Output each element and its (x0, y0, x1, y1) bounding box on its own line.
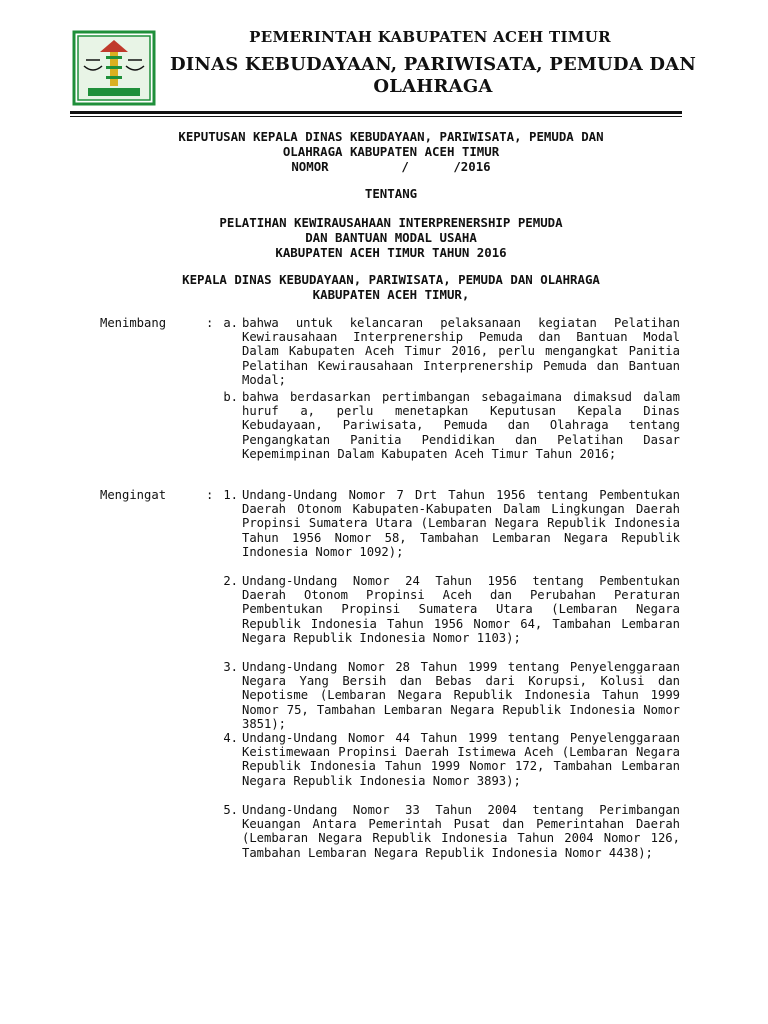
decree-number-year: /2016 (453, 159, 491, 174)
decree-title-line1: KEPUTUSAN KEPALA DINAS KEBUDAYAAN, PARIWISATA, PEMUDA DAN (178, 129, 604, 144)
item-text: Undang-Undang Nomor 28 Tahun 1999 tentang Penyelenggaraan Negara Yang Bersih dan Bebas dari Korupsi, Kolusi dan Nepotisme (Lembaran Negara Republik Indonesia Tahun 1999 Nomor 75, Tambahan Lembaran Negara Republik Indonesia Nomor 3851); (242, 660, 680, 731)
item-marker: b. (223, 390, 238, 404)
header-government: PEMERINTAH KABUPATEN ACEH TIMUR (249, 28, 611, 46)
item-text: Undang-Undang Nomor 24 Tahun 1956 tentang Pembentukan Daerah Otonom Propinsi Aceh dan Perubahan Peraturan Pembentukan Propinsi Sumatera Utara (Lembaran Negara Republik Indonesia Tahun 1956 Nomor 64, Tambahan Lembaran Negara Republik Indonesia Nomor 1103); (242, 574, 680, 645)
decree-subject-line2: DAN BANTUAN MODAL USAHA (305, 230, 477, 245)
item-text: Undang-Undang Nomor 44 Tahun 1999 tentang Penyelenggaraan Keistimewaan Propinsi Daerah Istimewa Aceh (Lembaran Negara Republik Indonesia Tahun 1999 Nomor 172, Tambahan Lembaran Negara Republik Indonesia Nomor 3893); (242, 731, 680, 788)
item-marker: 3. (223, 660, 238, 674)
item-text: bahwa berdasarkan pertimbangan sebagaimana dimaksud dalam huruf a, perlu menetapkan Keputusan Kepala Dinas Kebudayaan, Pariwisata, Pemuda dan Olahraga tentang Pengangkatan Panitia Pendidikan dan Pelatihan Dasar Kepemimpinan Dalam Kabupaten Aceh Timur Tahun 2016; (242, 390, 680, 461)
item-text: Undang-Undang Nomor 33 Tahun 2004 tentang Perimbangan Keuangan Antara Pemerintah Pusat dan Pemerintahan Daerah (Lembaran Negara Republik Indonesia Tahun 2004 Nomor 126, Tambahan Lembaran Negara Republik Indonesia Nomor 4438); (242, 803, 680, 860)
header-office-line1: DINAS KEBUDAYAAN, PARIWISATA, PEMUDA DAN (170, 54, 696, 75)
decree-number-label: NOMOR (291, 159, 329, 174)
considering-label: Menimbang (100, 316, 167, 330)
decree-number (96, 159, 686, 174)
decree-title-line2: OLAHRAGA KABUPATEN ACEH TIMUR (282, 144, 500, 159)
decree-subject (96, 215, 686, 260)
aceh-timur-emblem-icon (70, 26, 158, 106)
header-office (158, 54, 708, 98)
about-heading: TENTANG (364, 186, 418, 201)
item-text: bahwa untuk kelancaran pelaksanaan kegiatan Pelatihan Kewirausahaan Interprenership Pemuda dan Bantuan Modal Dalam Kabupaten Aceh Timur 2016, perlu mengangkat Panitia Pelatihan Kewirausahaan Interprenership Pemuda dan Bantuan Modal; (242, 316, 680, 387)
recalling-label: Mengingat (100, 488, 167, 502)
item-marker: a. (223, 316, 238, 330)
issuer-heading-line1: KEPALA DINAS KEBUDAYAAN, PARIWISATA, PEMUDA DAN OLAHRAGA (182, 272, 600, 287)
considering-colon: : (206, 316, 214, 330)
decree-number-sep: / (401, 159, 409, 174)
recalling-colon: : (206, 488, 214, 502)
header-office-line2: OLAHRAGA (373, 76, 493, 97)
decree-title (96, 129, 686, 174)
item-marker: 5. (223, 803, 238, 817)
decree-subject-line3: KABUPATEN ACEH TIMUR TAHUN 2016 (275, 245, 507, 260)
header-rule-thick (70, 111, 682, 114)
item-text: Undang-Undang Nomor 7 Drt Tahun 1956 tentang Pembentukan Daerah Otonom Kabupaten-Kabupaten Dalam Lingkungan Daerah Propinsi Sumatera Utara (Lembaran Negara Republik Indonesia Tahun 1956 Nomor 58, Tambahan Lembaran Negara Republik Indonesia Nomor 1092); (242, 488, 680, 559)
issuer-heading (96, 272, 686, 302)
decree-subject-line1: PELATIHAN KEWIRAUSAHAAN INTERPRENERSHIP PEMUDA (219, 215, 563, 230)
issuer-heading-line2: KABUPATEN ACEH TIMUR, (312, 287, 470, 302)
item-marker: 2. (223, 574, 238, 588)
item-marker: 1. (223, 488, 238, 502)
item-marker: 4. (223, 731, 238, 745)
header-rule-thin (70, 116, 682, 117)
